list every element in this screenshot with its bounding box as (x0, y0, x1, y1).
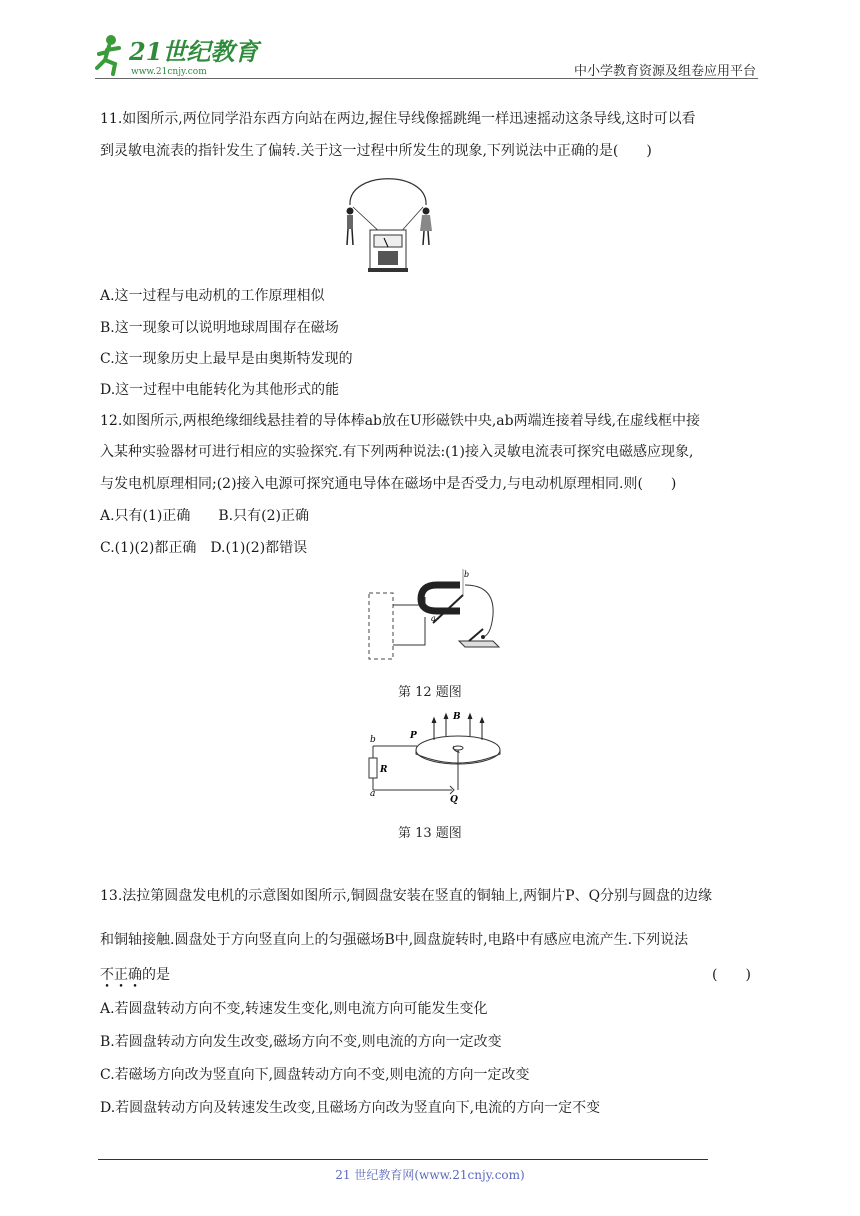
q12-options-row2: C.(1)(2)都正确 D.(1)(2)都错误 (100, 540, 308, 556)
q12-text-line3: 与发电机原理相同;(2)接入电源可探究通电导体在磁场中是否受力,与电动机原理相同.则( ) (100, 476, 677, 492)
q13-text-line3 (100, 964, 170, 986)
q11-option-a: A.这一过程与电动机的工作原理相似 (100, 288, 325, 304)
q12-fig-label-b: b (464, 570, 470, 579)
u-magnet (421, 585, 460, 611)
student-right (420, 208, 432, 246)
footer-divider (98, 1159, 708, 1160)
logo-url: www.21cnjy.com (131, 67, 207, 77)
q13-fig-label-a: a (370, 789, 376, 799)
emphasis-char: 正 (114, 967, 128, 983)
student-left (347, 208, 354, 246)
emphasis-char: 确 (128, 967, 142, 983)
q13-fig-label-p: P (410, 731, 417, 741)
switch (459, 629, 499, 647)
q13-fig-label-r: R (380, 765, 388, 775)
site-logo (95, 30, 265, 80)
logo-text: 21世纪教育 (129, 37, 259, 66)
header-divider (95, 78, 758, 79)
q13-option-b: B.若圆盘转动方向发生改变,磁场方向不变,则电流的方向一定改变 (100, 1034, 502, 1050)
q12-fig-label-a: a (431, 614, 436, 623)
runner-icon (97, 35, 119, 74)
q13-figure-caption: 第 13 题图 (398, 826, 462, 841)
header-platform-text: 中小学教育资源及组卷应用平台 (573, 64, 756, 79)
q13-fig-label-b: b (370, 735, 376, 745)
q12-text-line2: 入某种实验器材可进行相应的实验探究.有下列两种说法:(1)接入灵敏电流表可探究电磁感应现象, (100, 444, 694, 460)
q11-option-b: B.这一现象可以说明地球周围存在磁场 (100, 320, 339, 336)
q11-text-line2: 到灵敏电流表的指针发生了偏转.关于这一过程中所发生的现象,下列说法中正确的是( ) (100, 143, 652, 159)
galvanometer (368, 230, 408, 272)
q13-option-d: D.若圆盘转动方向及转速发生改变,且磁场方向改为竖直向下,电流的方向一定不变 (100, 1100, 601, 1116)
q11-text-line1: 11.如图所示,两位同学沿东西方向站在两边,握住导线像摇跳绳一样迅速摇动这条导线,这时可以看 (100, 111, 696, 127)
q11-option-c: C.这一现象历史上最早是由奥斯特发现的 (100, 351, 353, 367)
q11-option-d: D.这一过程中电能转化为其他形式的能 (100, 382, 340, 398)
emphasis-char: 不 (100, 967, 114, 983)
q11-figure (338, 175, 438, 275)
q13-fig-label-q: Q (450, 795, 458, 805)
q13-fig-label-bfield: B (453, 712, 461, 722)
q13-text-line1: 13.法拉第圆盘发电机的示意图如图所示,铜圆盘安装在竖直的铜轴上,两铜片P、Q分别与圆盘的边缘 (100, 888, 713, 904)
q12-figure-caption: 第 12 题图 (398, 685, 462, 700)
q13-figure (362, 706, 512, 806)
q13-text-line3-rest: 的是 (142, 967, 170, 983)
q13-answer-bracket: ( ) (712, 967, 751, 983)
q12-figure (365, 565, 505, 665)
q13-option-c: C.若磁场方向改为竖直向下,圆盘转动方向不变,则电流的方向一定改变 (100, 1067, 530, 1083)
q13-option-a: A.若圆盘转动方向不变,转速发生变化,则电流方向可能发生变化 (100, 1001, 488, 1017)
q12-options-row1: A.只有(1)正确 B.只有(2)正确 (100, 508, 309, 524)
q13-text-line2: 和铜轴接触.圆盘处于方向竖直向上的匀强磁场B中,圆盘旋转时,电路中有感应电流产生.下列说法 (100, 932, 689, 948)
q12-text-line1: 12.如图所示,两根绝缘细线悬挂着的导体棒ab放在U形磁铁中央,ab两端连接着导线,在虚线框中接 (100, 413, 701, 429)
footer-link[interactable]: 21 世纪教育网(www.21cnjy.com) (335, 1168, 525, 1182)
